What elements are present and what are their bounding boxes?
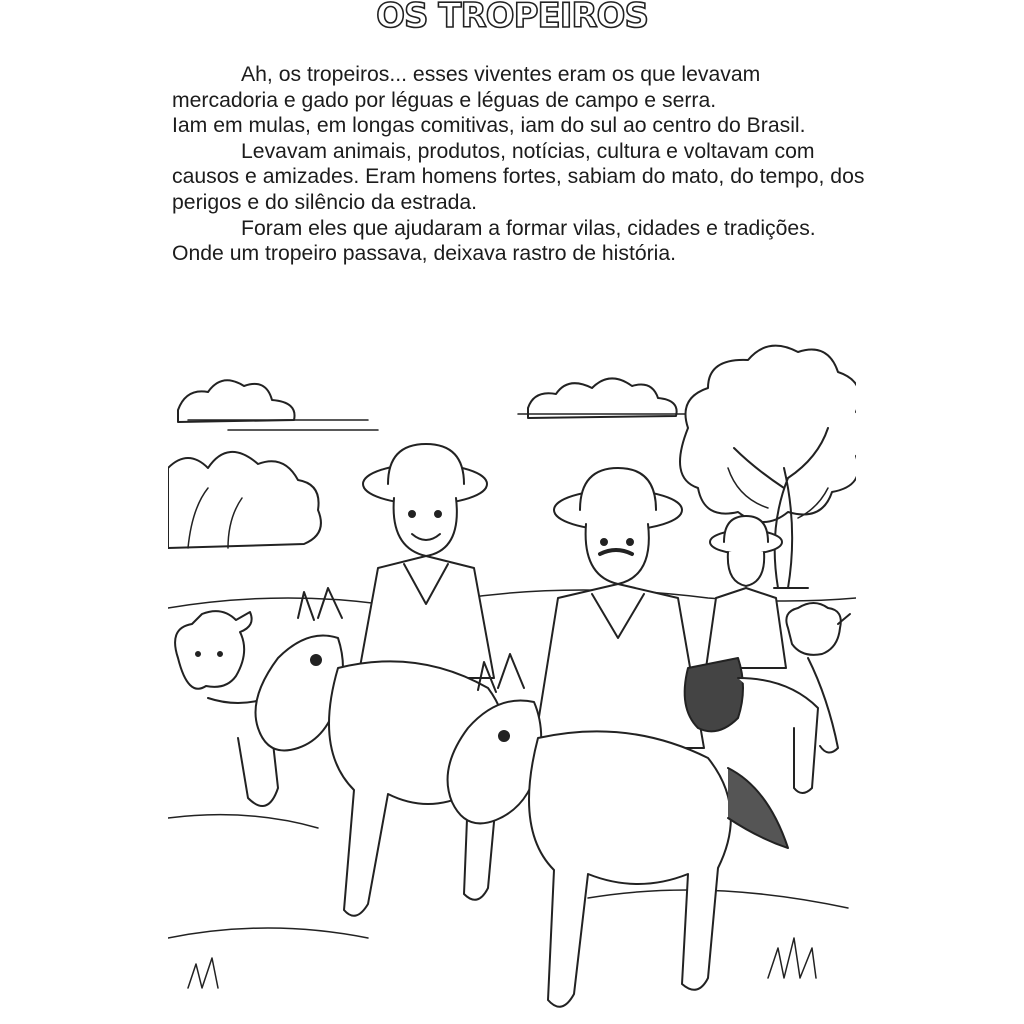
coloring-illustration	[168, 338, 856, 1024]
tree-icon	[168, 452, 321, 548]
paragraph-3: Levavam animais, produtos, notícias, cultura e voltavam com causos e amizades. Eram homens fortes, sabiam do mato, do tempo, dos perigos e do silêncio da estrada.	[172, 139, 865, 214]
page-title: OS TROPEIROS	[376, 0, 648, 36]
cloud-icon	[178, 380, 378, 430]
rider-icon	[358, 444, 494, 678]
rider-icon	[534, 468, 704, 748]
paragraph-1: Ah, os tropeiros... esses viventes eram os que levavam mercadoria e gado por léguas e léguas de campo e serra.	[172, 63, 761, 112]
story-text	[172, 62, 872, 267]
cloud-icon	[518, 378, 688, 418]
paragraph-2: Iam em mulas, em longas comitivas, iam do sul ao centro do Brasil.	[172, 114, 806, 138]
paragraph-4: Foram eles que ajudaram a formar vilas, cidades e tradições. Onde um tropeiro passava, deixava rastro de história.	[172, 216, 816, 266]
rider-icon	[706, 516, 786, 668]
